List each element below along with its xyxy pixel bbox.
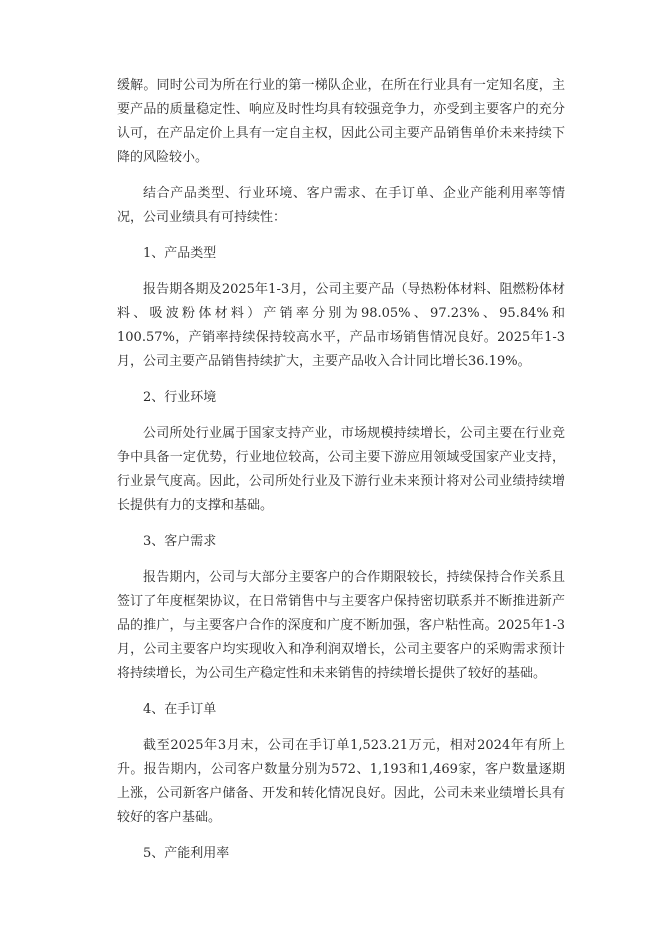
- heading-customer-demand: 3、客户需求: [143, 534, 217, 549]
- heading-order-backlog: 4、在手订单: [143, 702, 217, 717]
- paragraph-continuation: 缓解。同时公司为所在行业的第一梯队企业，在所在行业具有一定知名度，主要产品的质量稳定性、响应及时性均具有较强竞争力，亦受到主要客户的充分认可，在产品定价上具有一定自主权，因此公司主要产品销售单价未来持续下降的风险较小。: [117, 78, 565, 165]
- heading-industry-environment: 2、行业环境: [143, 390, 217, 405]
- heading-product-type: 1、产品类型: [143, 246, 217, 261]
- paragraph-product-type: 报告期各期及2025年1-3月，公司主要产品（导热粉体材料、阻燃粉体材料、吸波粉体材料）产销率分别为98.05%、97.23%、95.84%和100.57%，产销率持续保持较高水平，产品市场销售情况良好。2025年1-3月，公司主要产品销售持续扩大，主要产品收入合计同比增长36.19%。: [117, 282, 565, 369]
- paragraph-customer-demand: 报告期内，公司与大部分主要客户的合作期限较长，持续保持合作关系且签订了年度框架协议，在日常销售中与主要客户保持密切联系并不断推进新产品的推广，与主要客户合作的深度和广度不断加强，客户粘性高。2025年1-3月，公司主要客户均实现收入和净利润双增长，公司主要客户的采购需求预计将持续增长，为公司生产稳定性和未来销售的持续增长提供了较好的基础。: [117, 570, 565, 681]
- paragraph-sustainability-intro: 结合产品类型、行业环境、客户需求、在手订单、企业产能利用率等情况，公司业绩具有可持续性：: [117, 186, 565, 225]
- heading-capacity-utilization: 5、产能利用率: [143, 846, 230, 861]
- paragraph-order-backlog: 截至2025年3月末，公司在手订单1,523.21万元，相对2024年有所上升。报告期内，公司客户数量分别为572、1,193和1,469家，客户数量逐期上涨，公司新客户储备、开发和转化情况良好。因此，公司未来业绩增长具有较好的客户基础。: [117, 738, 565, 825]
- paragraph-industry-environment: 公司所处行业属于国家支持产业，市场规模持续增长，公司主要在行业竞争中具备一定优势，行业地位较高，公司主要下游应用领域受国家产业支持，行业景气度高。因此，公司所处行业及下游行业未来预计将对公司业绩持续增长提供有力的支撑和基础。: [117, 426, 565, 513]
- document-body: [117, 74, 565, 878]
